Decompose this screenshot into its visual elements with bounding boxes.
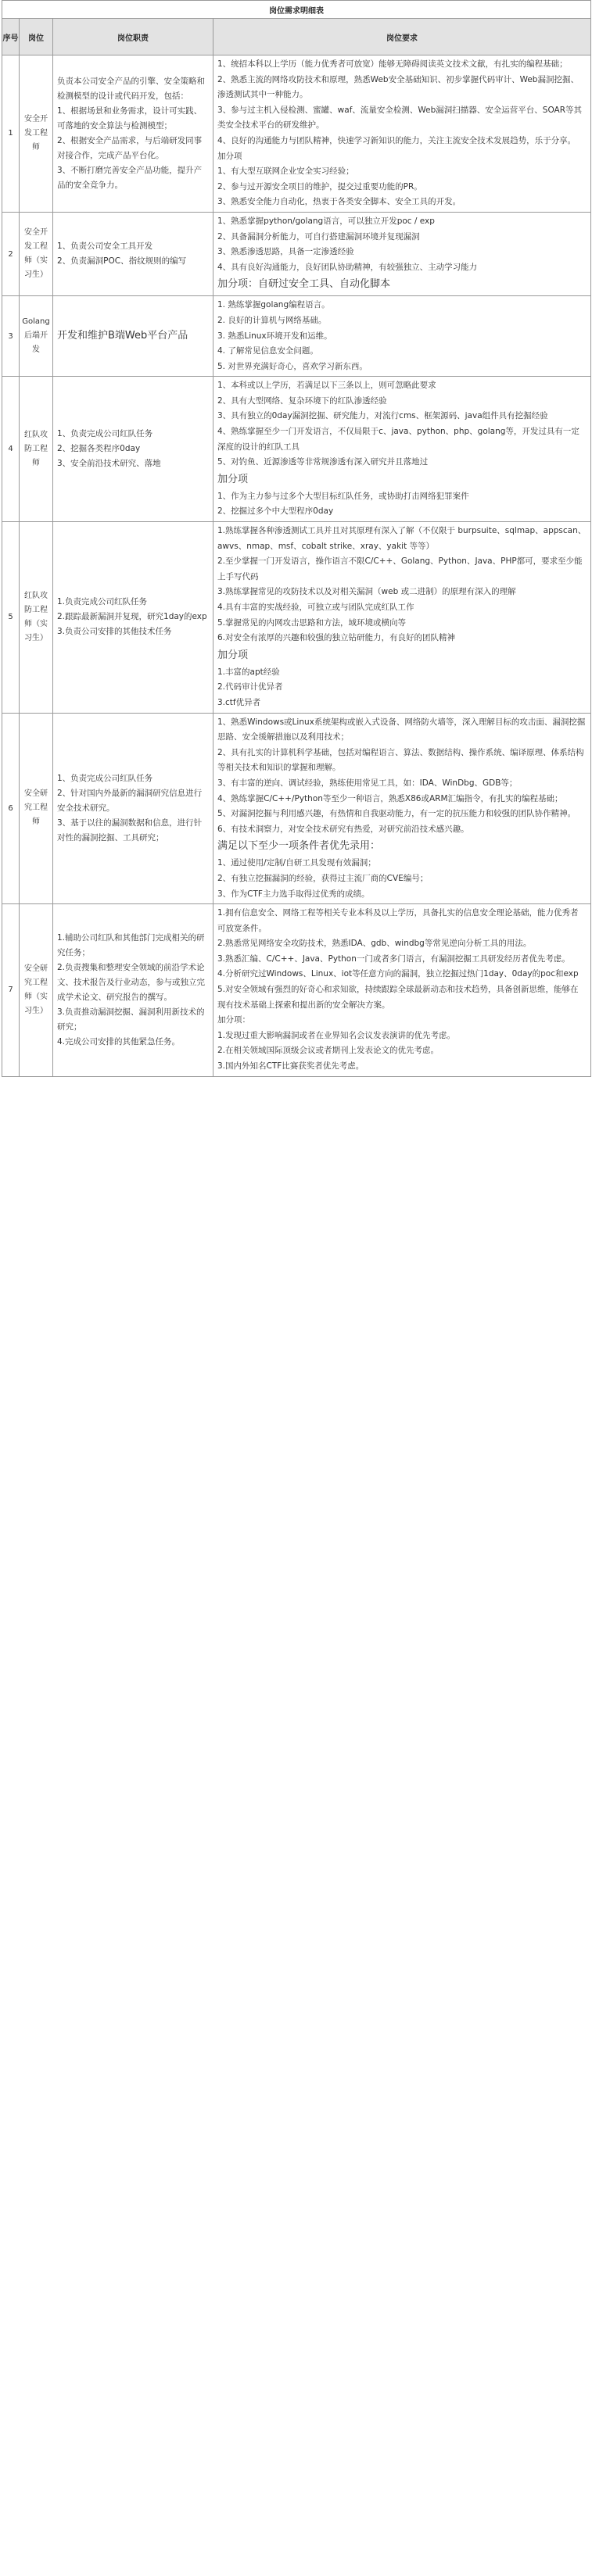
table-title-row <box>2 1 591 19</box>
row-duties <box>53 713 213 904</box>
table-row <box>2 904 591 1077</box>
requirement-line: 5、对漏洞挖掘与利用感兴趣，有热情和自我驱动能力，有一定的抗压能力和较强的团队协作精神。 <box>217 809 576 819</box>
requirement-line: 6.对安全有浓厚的兴趣和较强的独立钻研能力，有良好的团队精神 <box>217 633 456 643</box>
table-header-row <box>2 19 591 55</box>
duty-line: 1、根据场景和业务需求，设计可实践、可落地的安全算法与检测模型； <box>57 106 203 131</box>
row-duties <box>53 55 213 213</box>
requirement-line: 1、本科或以上学历，若满足以下三条以上，则可忽略此要求 <box>217 381 436 391</box>
requirement-line: 4.分析研究过Windows、Linux、iot等任意方向的漏洞，独立挖掘过热门1day、0day的poc和exp <box>217 969 579 979</box>
requirement-line: 3、具有独立的0day漏洞挖掘、研究能力，对流行cms、框架源码、java组件具有挖掘经验 <box>217 411 548 421</box>
duty-line: 1、负责完成公司红队任务 <box>57 773 153 783</box>
requirement-line: 1.拥有信息安全、网络工程等相关专业本科及以上学历，具备扎实的信息安全理论基础，能力优秀者可放宽条件。 <box>217 908 579 933</box>
table-row <box>2 55 591 213</box>
bonus-heading: 加分项 <box>217 151 242 161</box>
duty-line: 2.跟踪最新漏洞并复现，研究1day的exp <box>57 612 207 622</box>
row-index: 2 <box>2 212 20 295</box>
row-requirements <box>213 522 591 714</box>
requirement-line: 3、熟悉安全能力自动化，热衷于各类安全脚本、安全工具的开发。 <box>217 197 461 207</box>
table-row <box>2 713 591 904</box>
job-requirements-table <box>2 0 591 1077</box>
row-requirements <box>213 55 591 213</box>
requirement-line: 2、具备漏洞分析能力，可自行搭建漏洞环境并复现漏洞 <box>217 231 420 242</box>
requirement-line: 2、具有大型网络、复杂环境下的红队渗透经验 <box>217 395 387 406</box>
requirement-line: 3.熟悉汇编、C/C++、Java、Python一门或者多门语言，有漏洞挖掘工具研发经历者优先考虑。 <box>217 953 570 964</box>
table-title: 岗位需求明细表 <box>2 1 591 19</box>
requirement-line: 2、参与过开源安全项目的维护，提交过重要功能的PR。 <box>217 181 422 191</box>
requirement-line: 1.熟练掌握各种渗透测试工具并且对其原理有深入了解（不仅限于 burpsuite、sqlmap、appscan、awvs、nmap、msf、cobalt strike、xray、yakit 等等） <box>217 526 587 551</box>
duty-line: 1.辅助公司红队和其他部门完成相关的研究任务； <box>57 932 205 957</box>
requirement-line: 4. 了解常见信息安全问题。 <box>217 346 318 356</box>
row-duties <box>53 296 213 377</box>
requirement-line: 2.至少掌握一门开发语言，操作语言不限C/C++、Golang、Python、Java、PHP都可，要求至少能上手写代码 <box>217 556 583 581</box>
row-position: 红队攻防工程师（实习生） <box>20 522 53 714</box>
duty-line: 3.负责公司安排的其他技术任务 <box>57 627 172 637</box>
duty-line: 2、根据安全产品需求，与后端研发同事对接合作，完成产品平台化。 <box>57 135 203 160</box>
requirement-line: 1、统招本科以上学历（能力优秀者可放宽）能够无障碍阅读英文技术文献，有扎实的编程基础； <box>217 59 568 69</box>
requirement-line: 1. 熟练掌握golang编程语言。 <box>217 300 330 310</box>
row-duties <box>53 212 213 295</box>
duty-line: 2、挖掘各类程序0day <box>57 444 141 454</box>
requirement-line: 3.国内外知名CTF比赛获奖者优先考虑。 <box>217 1061 364 1072</box>
requirement-line: 2.在相关领域国际顶级会议或者期刊上发表论文的优先考虑。 <box>217 1046 440 1056</box>
duty-line: 3、安全前沿技术研究、落地 <box>57 459 161 469</box>
header-index: 序号 <box>2 19 20 55</box>
requirement-line: 1、熟悉掌握python/golang语言，可以独立开发poc / exp <box>217 216 435 226</box>
requirement-line: 3、参与过主机入侵检测、蜜罐、waf、流量安全检测、Web漏洞扫描器、安全运营平台、SOAR等其类安全技术平台的研发维护。 <box>217 105 583 131</box>
table-row <box>2 296 591 377</box>
requirement-line: 4、良好的沟通能力与团队精神，快速学习新知识的能力，关注主流安全技术发展趋势，乐于分享。 <box>217 135 576 145</box>
requirement-line: 4.具有丰富的实战经验，可独立或与团队完成红队工作 <box>217 603 414 612</box>
row-position: 安全研究工程师 <box>20 713 53 904</box>
row-requirements <box>213 904 591 1077</box>
bonus-line: 加分项：自研过安全工具、自动化脚本 <box>217 278 391 291</box>
header-requirements: 岗位要求 <box>213 19 591 55</box>
requirement-line: 3、熟悉渗透思路，具备一定渗透经验 <box>217 247 354 257</box>
row-index: 1 <box>2 55 20 213</box>
header-position: 岗位 <box>20 19 53 55</box>
row-position: 安全研究工程师（实习生） <box>20 904 53 1077</box>
row-duties <box>53 377 213 522</box>
duty-line: 1、负责完成公司红队任务 <box>57 429 153 439</box>
requirement-line: 2.熟悉常见网络安全攻防技术，熟悉IDA、gdb、windbg等常见逆向分析工具的用法。 <box>217 939 532 949</box>
table-row <box>2 522 591 714</box>
row-index: 7 <box>2 904 20 1077</box>
requirement-line: 2、挖掘过多个中大型程序0day <box>217 506 334 517</box>
duty-line: 3、基于以往的漏洞数据和信息，进行针对性的漏洞挖掘、工具研究； <box>57 818 203 843</box>
row-index: 4 <box>2 377 20 522</box>
requirement-line: 1.丰富的apt经验 <box>217 667 280 677</box>
requirement-line: 2、熟悉主流的网络攻防技术和原理，熟悉Web安全基础知识、初步掌握代码审计、Web漏洞挖掘、渗透测试其中一种能力。 <box>217 74 579 100</box>
row-requirements <box>213 377 591 522</box>
duty-line: 2、针对国内外最新的漏洞研究信息进行安全技术研究。 <box>57 788 203 813</box>
requirement-line: 3.ctf优异者 <box>217 697 261 707</box>
row-position: 红队攻防工程师 <box>20 377 53 522</box>
duty-line: 开发和维护B端Web平台产品 <box>57 330 188 342</box>
requirement-line: 4、具有良好沟通能力，良好团队协助精神，有较强独立、主动学习能力 <box>217 262 478 272</box>
requirement-line: 3.熟练掌握常见的攻防技术以及对相关漏洞（web 或二进制）的原理有深入的理解 <box>217 587 516 597</box>
requirement-line: 1.发现过重大影响漏洞或者在业界知名会议发表演讲的优先考虑。 <box>217 1030 456 1040</box>
row-position: Golang后端开发 <box>20 296 53 377</box>
requirement-line: 6、有技术洞察力，对安全技术研究有热爱，对研究前沿技术感兴趣。 <box>217 824 469 834</box>
duty-line: 负责本公司安全产品的引擎、安全策略和检测模型的设计或代码开发，包括： <box>57 76 205 101</box>
row-duties <box>53 904 213 1077</box>
header-duties: 岗位职责 <box>53 19 213 55</box>
requirement-line: 2.代码审计优异者 <box>217 682 283 692</box>
requirement-line: 2、有独立挖掘漏洞的经验，获得过主流厂商的CVE编号； <box>217 873 429 883</box>
table-row <box>2 377 591 522</box>
duty-line: 3、不断打磨完善安全产品功能，提升产品的安全竞争力。 <box>57 165 203 190</box>
bonus-heading: 加分项 <box>217 649 249 661</box>
requirement-line: 1、作为主力参与过多个大型目标红队任务，或协助打击网络犯罪案件 <box>217 491 469 501</box>
bonus-heading: 加分项： <box>217 1015 250 1025</box>
requirement-line: 5.对安全领域有强烈的好奇心和求知欲，持续跟踪全球最新动态和技术趋势，具备创新思维，能够在现有技术基础上探索和提出新的安全解决方案。 <box>217 985 579 1010</box>
row-requirements <box>213 713 591 904</box>
duty-line: 3.负责推动漏洞挖掘、漏洞利用新技术的研究； <box>57 1007 205 1032</box>
requirement-line: 5、对钓鱼、近源渗透等非常规渗透有深入研究并且落地过 <box>217 457 429 467</box>
requirement-line: 1、有大型互联网企业安全实习经验； <box>217 166 354 177</box>
row-requirements <box>213 296 591 377</box>
requirement-line: 3、作为CTF主力选手取得过优秀的成绩。 <box>217 889 370 899</box>
requirement-line: 3. 熟悉Linux环境开发和运维。 <box>217 331 332 341</box>
duty-line: 2.负责搜集和整理安全领域的前沿学术论文、技术报告及行业动态，参与或独立完成学术论文、研究报告的撰写。 <box>57 962 205 1002</box>
job-requirements-sheet <box>2 0 590 1077</box>
row-position: 安全开发工程师（实习生） <box>20 212 53 295</box>
requirement-line: 4、熟练掌握C/C++/Python等至少一种语言，熟悉X86或ARM汇编指令，有扎实的编程基础； <box>217 793 563 803</box>
priority-heading: 满足以下至少一项条件者优先录用： <box>217 840 381 853</box>
table-row <box>2 212 591 295</box>
row-requirements <box>213 212 591 295</box>
row-position: 安全开发工程师 <box>20 55 53 213</box>
duty-line: 1、负责公司安全工具开发 <box>57 242 153 252</box>
row-duties <box>53 522 213 714</box>
requirement-line: 5. 对世界充满好奇心，喜欢学习新东西。 <box>217 361 368 371</box>
requirement-line: 2. 良好的计算机与网络基础。 <box>217 315 327 325</box>
duty-line: 1.负责完成公司红队任务 <box>57 597 148 607</box>
duty-line: 4.完成公司安排的其他紧急任务。 <box>57 1036 181 1046</box>
bonus-heading: 加分项 <box>217 473 249 485</box>
row-index: 5 <box>2 522 20 714</box>
requirement-line: 1、通过使用/定制/自研工具发现有效漏洞； <box>217 858 376 868</box>
requirement-line: 5.掌握常见的内网攻击思路和方法，域环境或横向等 <box>217 617 407 628</box>
requirement-line: 1、熟悉Windows或Linux系统架构或嵌入式设备、网络防火墙等，深入理解目标的攻击面、漏洞挖掘思路、安全缓解措施以及利用技术； <box>217 717 586 742</box>
requirement-line: 3、有丰富的逆向、调试经验，熟练使用常见工具，如：IDA、WinDbg、GDB等； <box>217 778 518 788</box>
duty-line: 2、负责漏洞POC、指纹规则的编写 <box>57 256 187 267</box>
requirement-line: 2、具有扎实的计算机科学基础，包括对编程语言、算法、数据结构、操作系统、编译原理、体系结构等相关技术和知识的掌握和理解。 <box>217 747 584 773</box>
requirement-line: 4、熟练掌握至少一门开发语言，不仅局限于c、java、python、php、golang等，开发过具有一定深度的设计的红队工具 <box>217 427 579 452</box>
row-index: 3 <box>2 296 20 377</box>
row-index: 6 <box>2 713 20 904</box>
